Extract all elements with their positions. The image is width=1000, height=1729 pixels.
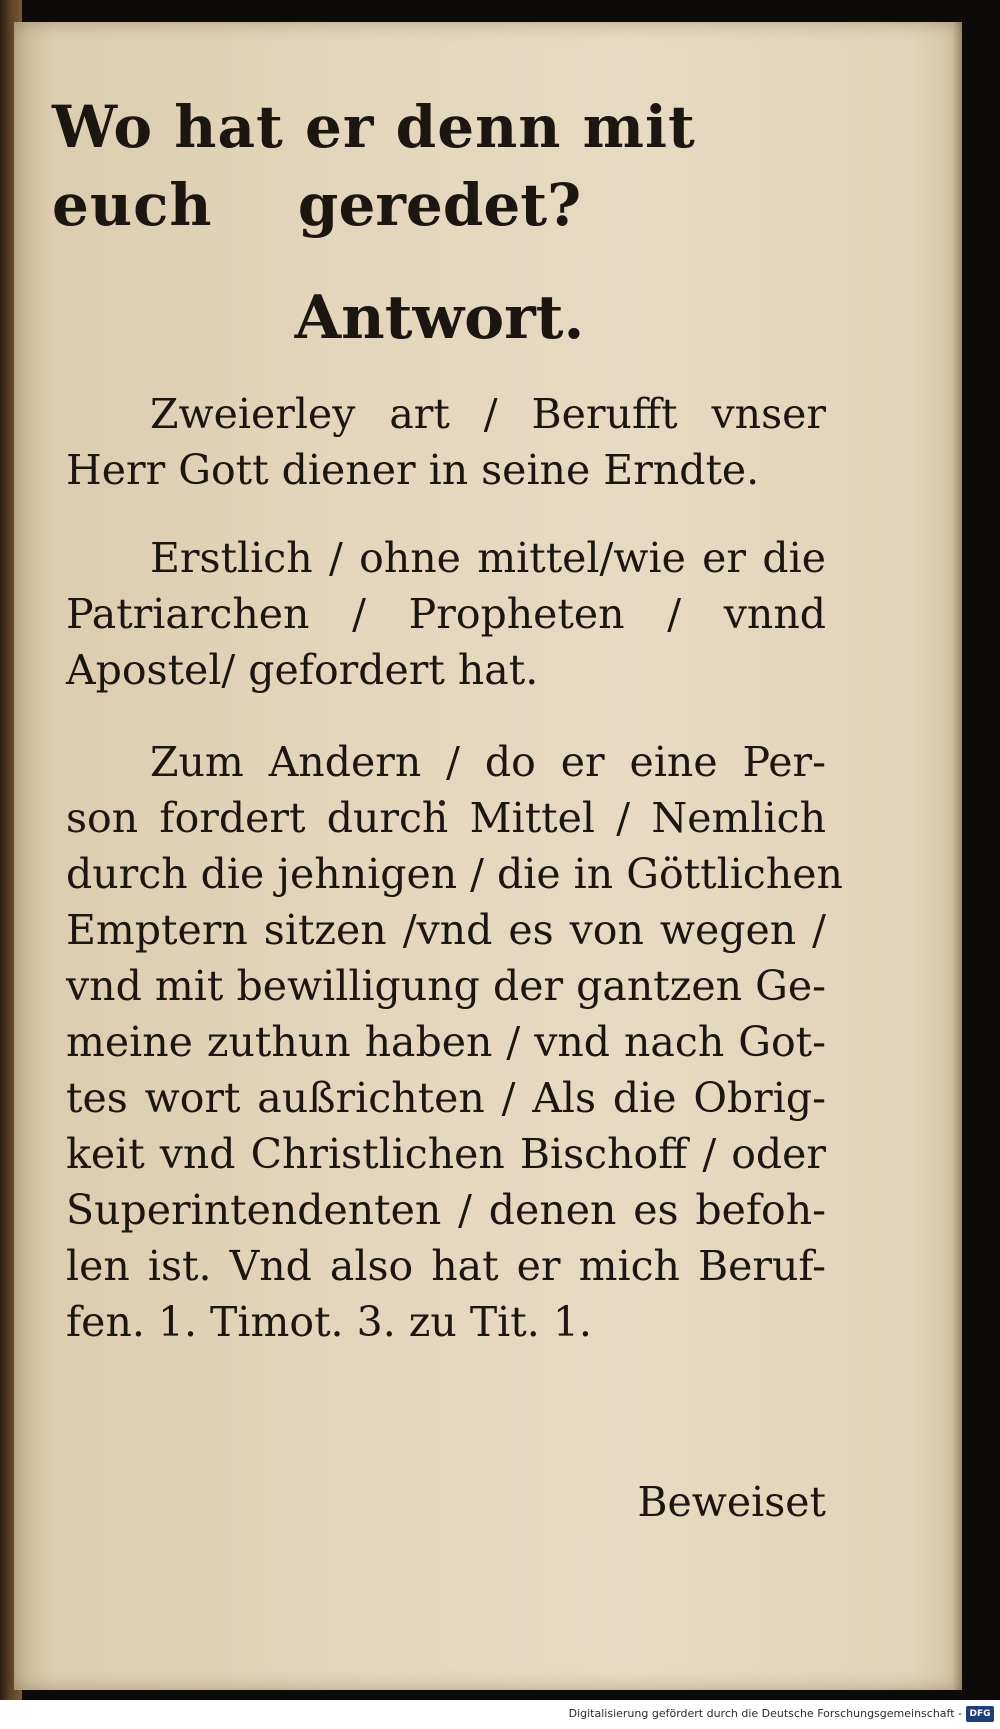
dfg-logo-icon: DFG (966, 1706, 994, 1722)
paragraph-3-line-1: Zum Andern / do er eine Per- (150, 738, 826, 786)
paragraph-3-line-8: keit vnd Christlichen Bischoff / oder (66, 1130, 826, 1178)
paragraph-3-line-5: vnd mit bewilligung der gantzen Ge- (66, 962, 826, 1010)
paragraph-2-line-1: Erstlich / ohne mittel/wie er die (150, 534, 826, 582)
paragraph-1-line-2: Herr Gott diener in seine Erndte. (66, 446, 760, 494)
paragraph-2-line-2: Patriarchen / Propheten / vnnd (66, 590, 826, 638)
answer-title: Antwort. (294, 283, 585, 353)
paragraph-3-line-9: Superintendenten / denen es befoh- (66, 1186, 826, 1234)
heading-line-1: Wo hat er denn mit euch (52, 93, 696, 239)
digitization-footer (0, 1700, 1000, 1729)
paragraph-3-line-3: durch die jehnigen / die in Göttlichen (66, 850, 843, 898)
paragraph-3-line-10: len ist. Vnd also hat er mich Beruf- (66, 1242, 826, 1290)
paragraph-3-line-2: son fordert durch Mittel / Nemlich (66, 794, 826, 842)
paragraph-3-line-6: meine zuthun haben / vnd nach Got- (66, 1018, 826, 1066)
paragraph-3-line-7: tes wort außrichten / Als die Obrig- (66, 1074, 826, 1122)
heading-line-2: geredet? (297, 171, 582, 239)
paragraph-3-line-11: fen. 1. Timot. 3. zu Tit. 1. (66, 1298, 592, 1346)
book-page (14, 22, 962, 1690)
catchword: Beweiset (637, 1478, 826, 1526)
paragraph-2-line-3: Apostel/ gefordert hat. (66, 646, 539, 694)
funding-credit: Digitalisierung gefördert durch die Deutsche Forschungsgemeinschaft - (568, 1707, 962, 1720)
paragraph-3-line-4: Emptern sitzen /vnd es von wegen / (66, 906, 826, 954)
paragraph-1-line-1: Zweierley art / Berufft vnser (150, 390, 826, 438)
